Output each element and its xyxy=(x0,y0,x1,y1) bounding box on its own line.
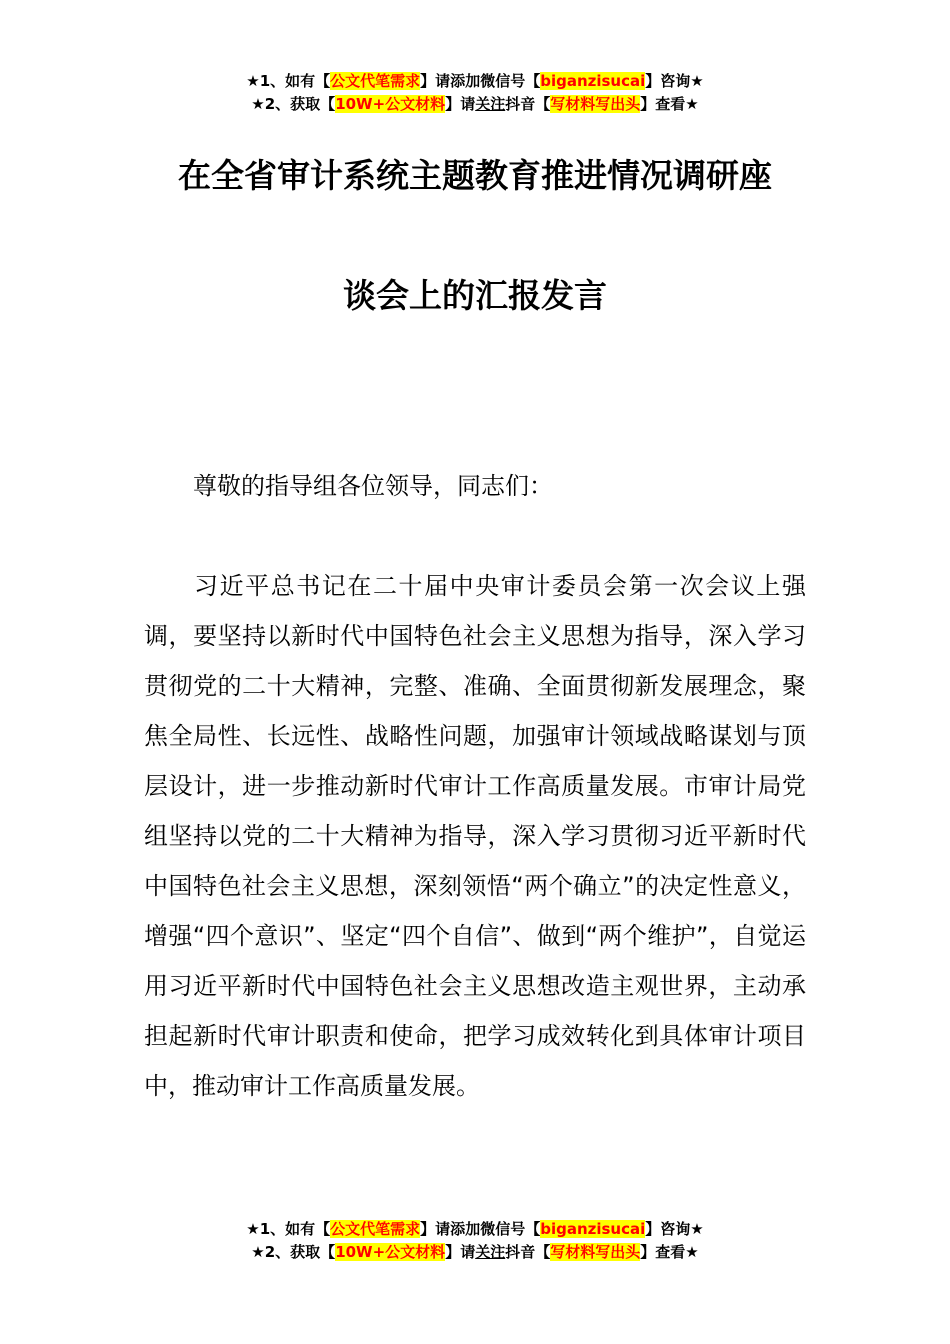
footer-banner xyxy=(0,1218,950,1264)
highlight-materials: 10W+公文材料 xyxy=(335,95,446,113)
highlight-service: 公文代笔需求 xyxy=(330,72,421,90)
highlight-wechat-id: biganzisucai xyxy=(540,1220,646,1238)
banner-line-1: ★1、如有【公文代笔需求】请添加微信号【biganzisucai】咨询★ xyxy=(246,72,704,90)
banner-line-2: ★2、获取【10W+公文材料】请关注抖音【写材料写出头】查看★ xyxy=(251,95,699,113)
salutation: 尊敬的指导组各位领导，同志们： xyxy=(193,472,553,500)
document-title-line-2: 谈会上的汇报发言 xyxy=(343,276,607,315)
header-banner xyxy=(0,70,950,116)
highlight-wechat-id: biganzisucai xyxy=(540,72,646,90)
body-paragraph: 习近平总书记在二十届中央审计委员会第一次会议上强调，要坚持以新时代中国特色社会主义思想为指导，深入学习贯彻党的二十大精神，完整、准确、全面贯彻新发展理念，聚焦全局性、长远性、战略性问题，加强审计领域战略谋划与顶层设计，进一步推动新时代审计工作高质量发展。市审计局党组坚持以党的二十大精神为指导，深入学习贯彻习近平新时代中国特色社会主义思想，深刻领悟“两个确立”的决定性意义，增强“四个意识”、坚定“四个自信”、做到“两个维护”，自觉运用习近平新时代中国特色社会主义思想改造主观世界，主动承担起新时代审计职责和使命，把学习成效转化到具体审计项目中，推动审计工作高质量发展。 xyxy=(144,572,806,1100)
document-title-line-1: 在全省审计系统主题教育推进情况调研座 xyxy=(178,156,772,195)
highlight-douyin-name: 写材料写出头 xyxy=(550,95,641,113)
highlight-materials: 10W+公文材料 xyxy=(335,1243,446,1261)
highlight-douyin-name: 写材料写出头 xyxy=(550,1243,641,1261)
banner-line-1: ★1、如有【公文代笔需求】请添加微信号【biganzisucai】咨询★ xyxy=(246,1220,704,1238)
banner-line-2: ★2、获取【10W+公文材料】请关注抖音【写材料写出头】查看★ xyxy=(251,1243,699,1261)
highlight-service: 公文代笔需求 xyxy=(330,1220,421,1238)
